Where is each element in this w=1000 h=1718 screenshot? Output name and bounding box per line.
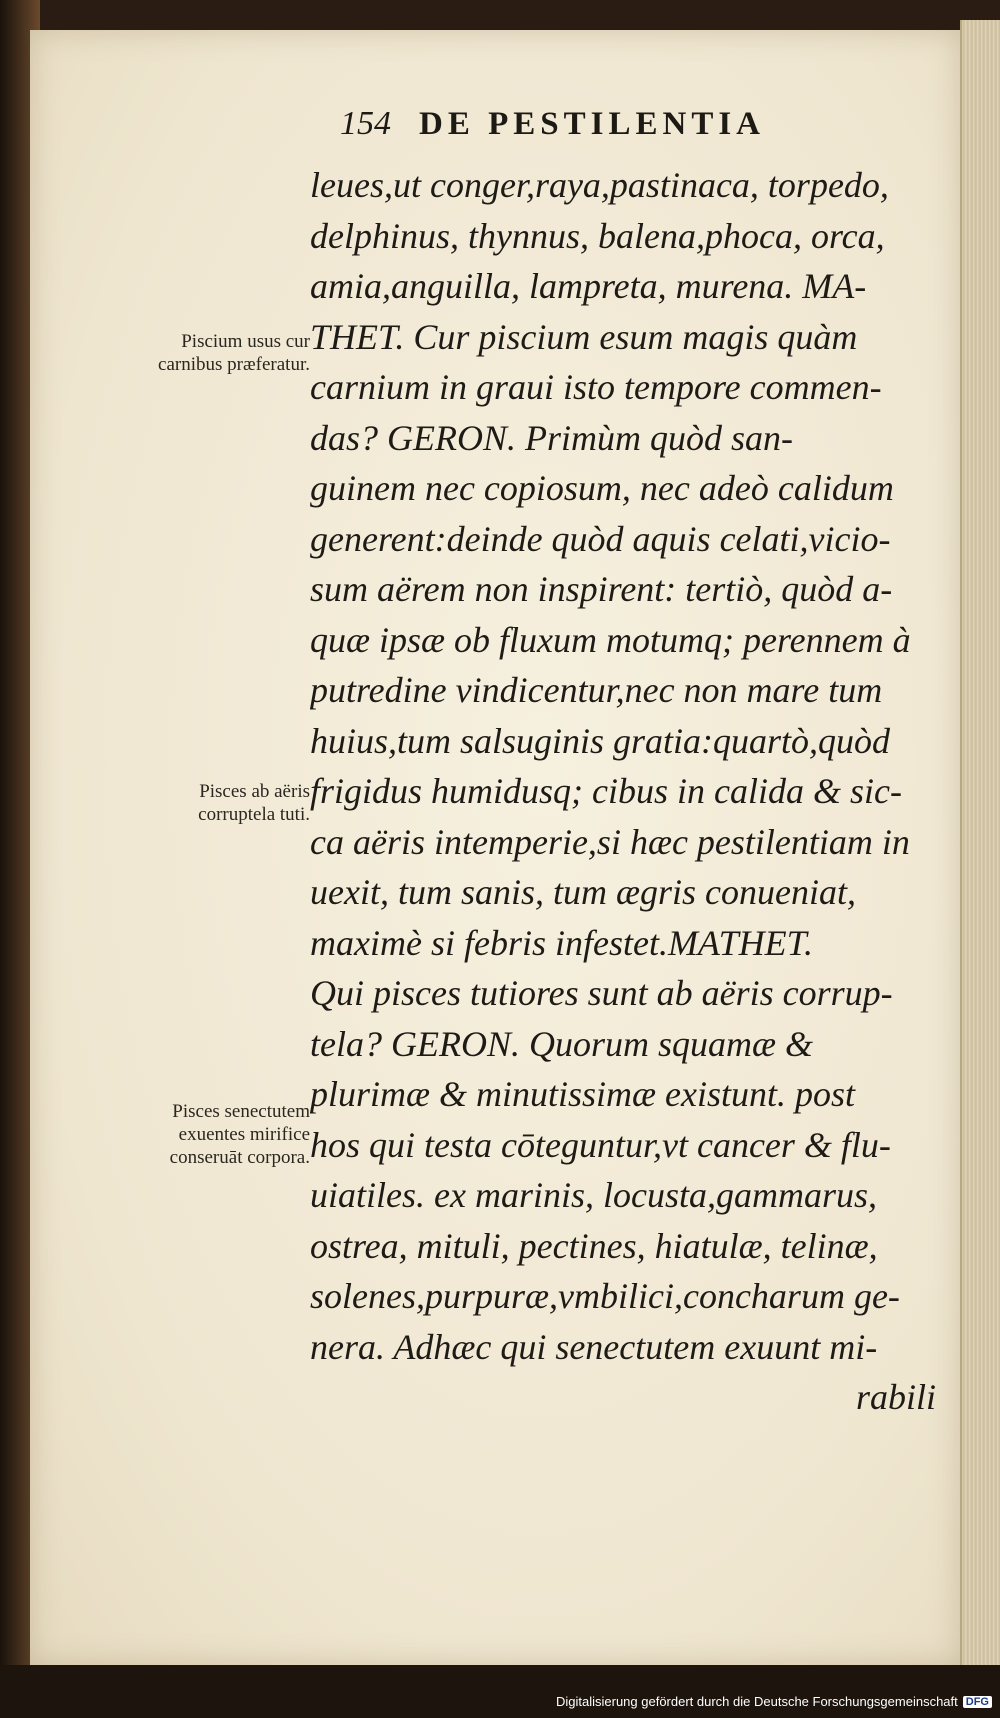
text-line: guinem nec copiosum, nec adeò calidum	[310, 468, 894, 508]
text-line: nera. Adhæc qui senectutem exuunt mi-	[310, 1326, 878, 1367]
text-line: maximè si febris infestet.MATHET.	[310, 922, 813, 963]
text-line: huius,tum salsuginis gratia:quartò,quòd	[310, 720, 891, 761]
text-line: carnium in graui isto tempore commen-	[310, 367, 882, 407]
digitization-credit	[556, 1694, 992, 1709]
running-title: DE PESTILENTIA	[419, 106, 766, 142]
dfg-logo-icon: DFG	[963, 1696, 992, 1708]
credit-text: Digitalisierung gefördert durch die Deutsche Forschungsgemeinschaft	[555, 1694, 958, 1709]
text-line: delphinus, thynnus, balena,phoca, orca,	[310, 215, 885, 256]
margin-note: Pisces senectutem exuentes mirifice conseruāt corpora.	[169, 1101, 310, 1168]
text-line: ca aëris intemperie,si hæc pestilentiam in	[310, 821, 910, 862]
text-line: generent:deinde quòd aquis celati,vicio-	[310, 518, 891, 559]
margin-note: Piscium usus cur carnibus præferatur.	[158, 331, 310, 375]
text-line: ostrea, mituli, pectines, hiatulæ, telinæ,	[310, 1225, 878, 1266]
text-line: das? GERON. Primùm quòd san-	[310, 417, 793, 458]
text-line: plurimæ & minutissimæ existunt. post	[310, 1074, 856, 1114]
text-line: amia,anguilla, lampreta, murena. MA-	[310, 266, 867, 306]
text-line: uiatiles. ex marinis, locusta,gammarus,	[310, 1175, 877, 1215]
text-line: solenes,purpuræ,vmbilici,concharum ge-	[310, 1276, 900, 1316]
page-number: 154	[340, 105, 391, 142]
text-line: tela? GERON. Quorum squamæ &	[310, 1023, 813, 1064]
page-edges	[960, 20, 1000, 1680]
text-line: quæ ipsæ ob fluxum motumq; perennem à	[310, 619, 911, 660]
text-line: leues,ut conger,raya,pastinaca, torpedo,	[310, 165, 889, 205]
text-line: sum aërem non inspirent: tertiò, quòd a-	[310, 569, 893, 609]
text-line: hos qui testa cōteguntur,vt cancer & flu-	[310, 1124, 891, 1165]
text-line: uexit, tum sanis, tum ægris conueniat,	[310, 872, 856, 912]
catchword: rabili	[855, 1377, 936, 1417]
margin-note: Pisces ab aëris corruptela tuti.	[198, 781, 310, 825]
text-line: Qui pisces tutiores sunt ab aëris corrup-	[310, 973, 893, 1013]
text-line: frigidus humidusq; cibus in calida & sic-	[310, 771, 902, 811]
text-line: THET. Cur piscium esum magis quàm	[310, 316, 858, 357]
running-header	[340, 105, 860, 143]
text-line: putredine vindicentur,nec non mare tum	[310, 670, 883, 710]
scan-bottom-band	[0, 1665, 1000, 1718]
body-text	[310, 160, 950, 1423]
